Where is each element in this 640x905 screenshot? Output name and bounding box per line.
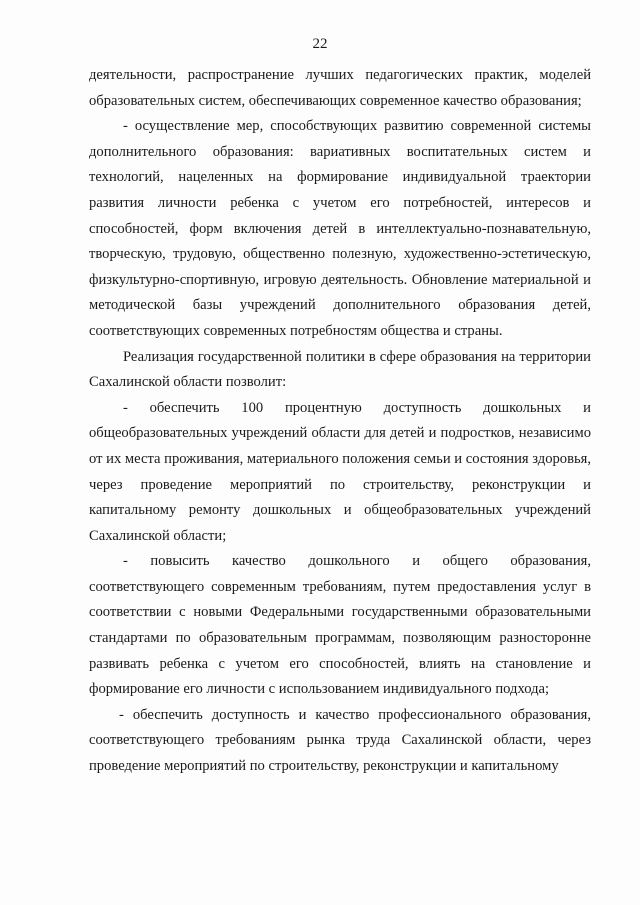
text-body <box>89 63 591 780</box>
paragraph-policy-intro: Реализация государственной политики в сфере образования на территории Сахалинской области позволит: <box>89 348 591 391</box>
paragraph-continuation: деятельности, распространение лучших педагогических практик, моделей образовательных систем, обеспечивающих современное качество образования; <box>89 67 591 109</box>
paragraph-additional-education: - осуществление мер, способствующих развитию современной системы дополнительного образования: вариативных воспитательных систем и технологий, нацеленных на формирование индивидуальной траектории развития личности ребенка с учетом его потребностей, интересов и способностей, форм включения детей в интеллектуально-познавательную, творческую, трудовую, общественно полезную, художественно-эстетическую, физкультурно-спортивную, игровую деятельность. Обновление материальной и методической базы учреждений дополнительного образования детей, соответствующих современных потребностям общества и страны. <box>89 118 591 339</box>
paragraph-professional-education: - обеспечить доступность и качество профессионального образования, соответствующего требованиям рынка труда Сахалинской области, через проведение мероприятий по строительству, реконструкции и капитальному <box>89 706 591 775</box>
page-number: 22 <box>312 36 328 52</box>
paragraph-accessibility: - обеспечить 100 процентную доступность дошкольных и общеобразовательных учреждений области для детей и подростков, независимо от их места проживания, материального положения семьи и состояния здоровья, через проведение мероприятий по строительству, реконструкции и капитальному ремонту дошкольных и общеобразовательных учреждений Сахалинской области; <box>89 399 591 544</box>
paragraph-quality: - повысить качество дошкольного и общего образования, соответствующего современным требованиям, путем предоставления услуг в соответствии с новыми Федеральными государственными образовательными стандартами по образовательным программам, позволяющим разносторонне развивать ребенка с учетом его способностей, влиять на становление и формирование его личности с использованием индивидуального подхода; <box>89 553 591 698</box>
